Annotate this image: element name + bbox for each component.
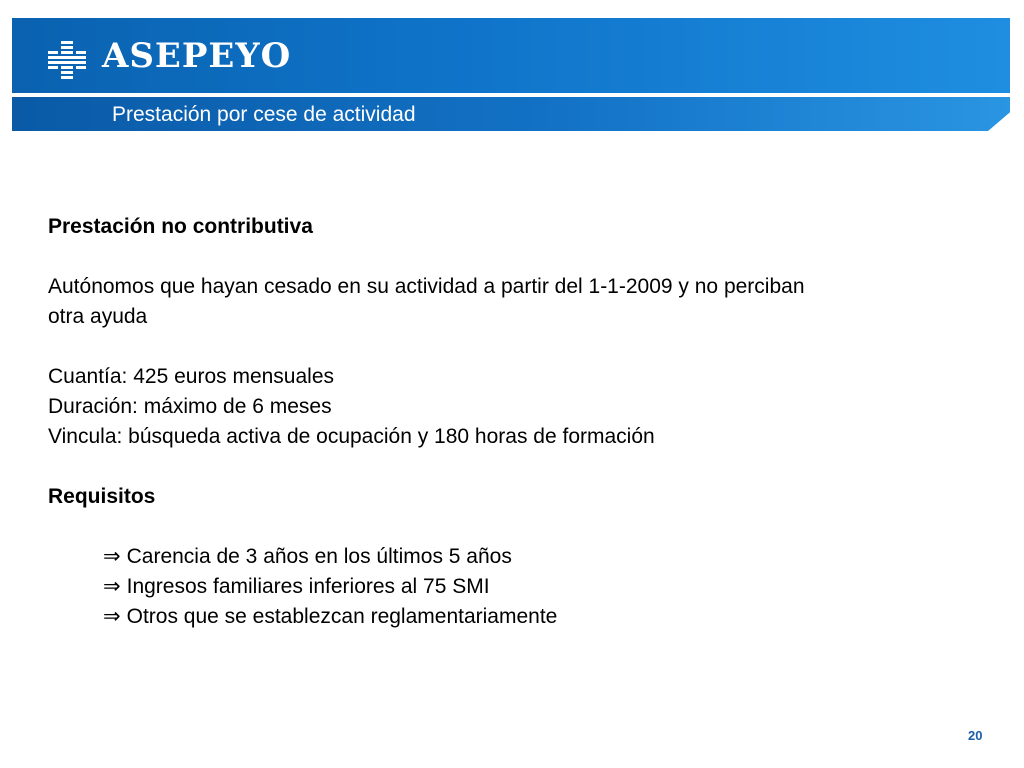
requirement-text: Otros que se establezcan reglamentariamente [126, 605, 558, 628]
requirement-item [48, 542, 988, 572]
requirements-heading: Requisitos [48, 485, 156, 508]
asepeyo-logo-icon [48, 41, 86, 79]
arrow-right-icon: ⇒ [103, 575, 121, 598]
brand-name: ASEPEYO [102, 36, 292, 76]
section-heading: Prestación no contributiva [48, 215, 313, 238]
requirement-item [48, 572, 988, 602]
intro-line-2: otra ayuda [48, 305, 148, 328]
requirement-item [48, 602, 988, 632]
arrow-right-icon: ⇒ [103, 545, 121, 568]
arrow-right-icon: ⇒ [103, 605, 121, 628]
header-divider [12, 93, 1010, 97]
slide-body [48, 212, 988, 632]
duration-line: Duración: máximo de 6 meses [48, 395, 332, 418]
slide-subtitle: Prestación por cese de actividad [112, 103, 416, 126]
requirement-text: Carencia de 3 años en los últimos 5 años [126, 545, 512, 568]
intro-line-1: Autónomos que hayan cesado en su actividad a partir del 1-1-2009 y no perciban [48, 275, 805, 298]
amount-line: Cuantía: 425 euros mensuales [48, 365, 335, 388]
page-number: 20 [968, 728, 983, 743]
requirement-text: Ingresos familiares inferiores al 75 SMI [126, 575, 490, 598]
link-line: Vincula: búsqueda activa de ocupación y 180 horas de formación [48, 425, 655, 448]
